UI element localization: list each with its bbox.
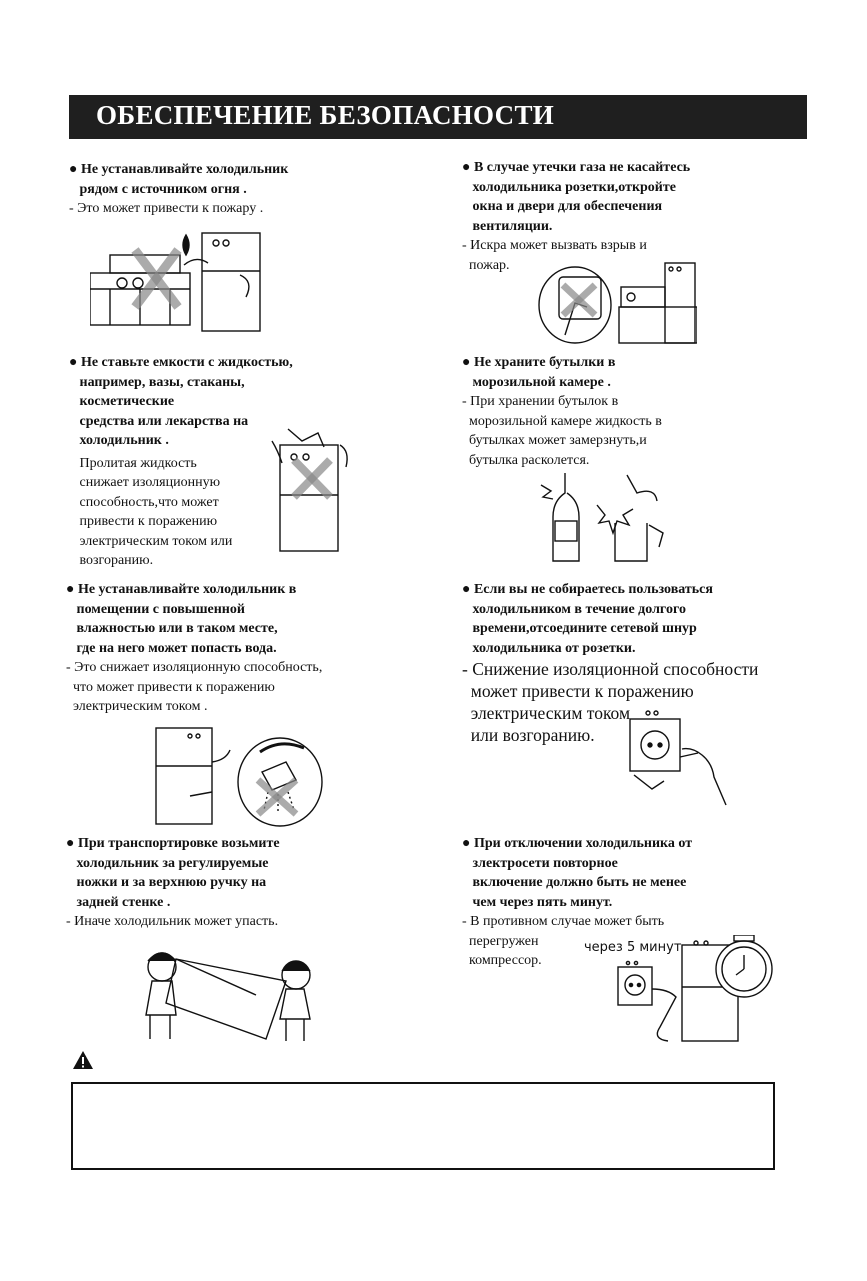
section-text: - В противном случае может быть: [462, 914, 665, 929]
section-heading: ● В случае утечки газа не касайтесь: [462, 160, 691, 175]
section-heading: времени,отсоедините сетевой шнур: [462, 621, 697, 636]
section-text: морозильной камере жидкость в: [462, 413, 662, 429]
liquids-illustration: [268, 415, 353, 555]
section-bottles: [462, 353, 662, 470]
section-heading: ● Если вы не собираетесь пользоваться: [462, 582, 713, 597]
transport-illustration: [136, 945, 326, 1045]
section-transport: [66, 834, 280, 932]
warning-box: [71, 1082, 775, 1170]
section-text: - Иначе холодильник может упасть.: [66, 914, 279, 929]
section-text: электрическим током: [462, 703, 631, 723]
section-heading: средства или лекарства на: [69, 413, 249, 429]
section-text: бутылка расколется.: [462, 452, 590, 468]
section-heading: окна и двери для обеспечения: [462, 199, 663, 214]
section-text: привести к поражению: [69, 514, 218, 529]
section-heading: рядом с источником огня .: [69, 181, 247, 197]
warning-triangle-icon: [72, 1050, 94, 1075]
section-heading: холодильника розетки,откройте: [462, 179, 676, 195]
section-humidity: [66, 580, 322, 717]
section-text: бутылках может замерзнуть,и: [462, 433, 647, 448]
section-heading: ● При транспортировке возьмите: [66, 836, 280, 851]
section-heading: вентиляции.: [462, 218, 553, 234]
section-text: Пролитая жидкость: [69, 455, 197, 471]
section-text: - Искра может вызвать взрыв и: [462, 238, 647, 253]
section-heading: например, вазы, стаканы,: [69, 374, 245, 390]
section-heading: ножки и за верхнюю ручку на: [66, 875, 267, 890]
section-heading: холодильником в течение долгого: [462, 601, 686, 617]
section-liquids: [69, 353, 293, 571]
bottles-illustration: [537, 465, 672, 565]
reconnect-callout: через 5 минут: [584, 940, 682, 955]
reconnect-illustration: [612, 935, 777, 1050]
page-header: [69, 95, 807, 139]
section-heading: включение должно быть не менее: [462, 875, 687, 890]
section-text: электрическим током или: [69, 533, 233, 549]
fire-illustration: [90, 225, 280, 337]
section-heading: ● Не устанавливайте холодильник: [69, 162, 289, 177]
section-fire: [69, 160, 288, 219]
section-heading: холодильник .: [69, 433, 169, 448]
section-heading: морозильной камере .: [462, 374, 611, 390]
section-heading: ● Не устанавливайте холодильник в: [66, 582, 297, 597]
section-text: - При хранении бутылок в: [462, 394, 619, 409]
section-text: - Это снижает изоляционную способность,: [66, 660, 323, 675]
section-heading: ● Не ставьте емкости с жидкостью,: [69, 355, 293, 370]
section-text: снижает изоляционную: [69, 475, 221, 490]
section-text: перегружен: [462, 933, 539, 949]
section-text: возгоранию.: [69, 553, 154, 568]
page-title: ОБЕСПЕЧЕНИЕ БЕЗОПАСНОСТИ: [96, 100, 555, 130]
section-heading: влажностью или в таком месте,: [66, 621, 278, 636]
humidity-illustration: [150, 722, 330, 827]
section-heading: ● При отключении холодильника от: [462, 836, 693, 851]
gas-leak-illustration: [537, 255, 697, 345]
section-text: электрическим током .: [66, 699, 208, 714]
section-text: компрессор.: [462, 953, 542, 968]
section-heading: чем через пять минут.: [462, 894, 613, 910]
section-text: может привести к поражению: [462, 681, 694, 701]
section-text: способность,что может: [69, 494, 219, 510]
section-heading: косметические: [69, 394, 175, 409]
section-heading: холодильника от розетки.: [462, 640, 636, 656]
unplug-illustration: [620, 705, 735, 810]
section-heading: ● Не храните бутылки в: [462, 355, 616, 370]
section-text: - Это может привести к пожару .: [69, 201, 264, 216]
section-heading: помещении с повышенной: [66, 601, 245, 617]
section-heading: где на него может попасть вода.: [66, 640, 277, 656]
section-text: или возгоранию.: [462, 725, 595, 745]
section-text: пожар.: [462, 257, 510, 273]
section-heading: холодильник за регулируемые: [66, 855, 269, 871]
section-heading: задней стенке .: [66, 894, 171, 910]
section-heading: злектросети повторное: [462, 855, 618, 871]
section-text: что может привести к поражению: [66, 679, 275, 695]
section-text: - Снижение изоляционной способности: [462, 659, 759, 679]
